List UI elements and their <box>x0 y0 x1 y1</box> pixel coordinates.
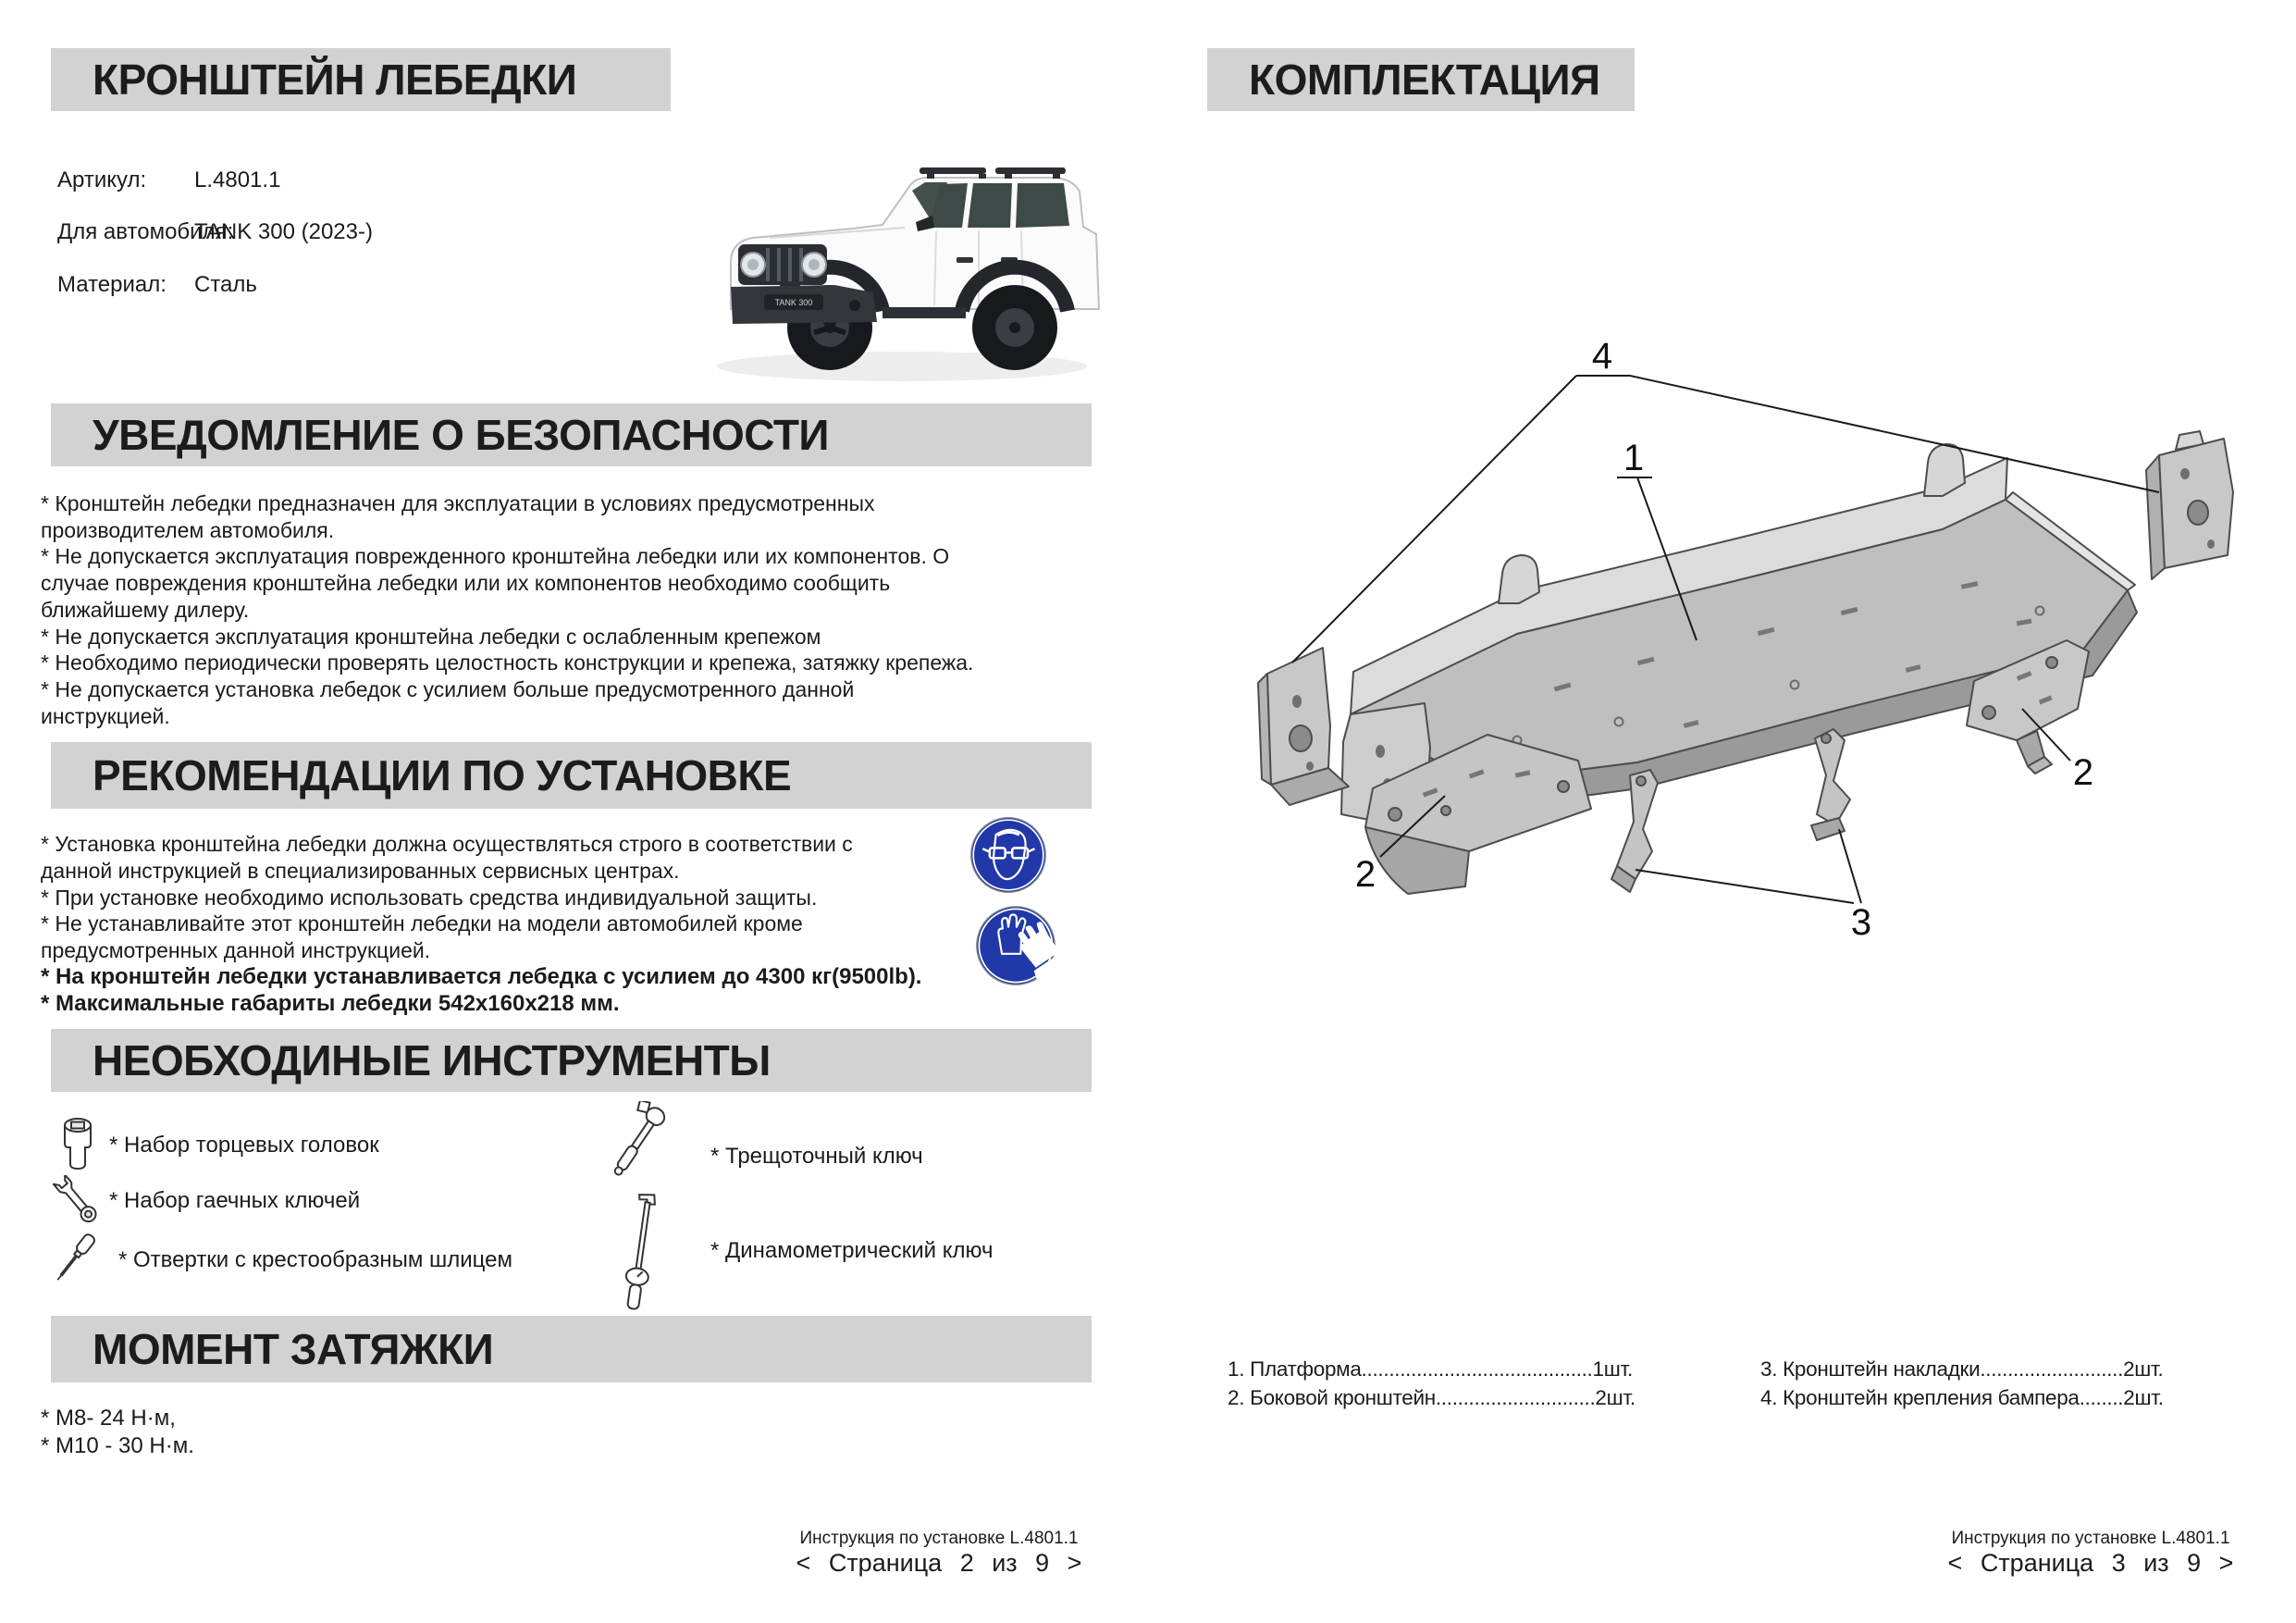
safety-line: ближайшему дилеру. <box>41 597 250 622</box>
safety-line: * Необходимо периодически проверять целостность конструкции и крепежа, затяжку крепежа. <box>41 650 974 675</box>
parts-list-col1 <box>1228 1355 1636 1412</box>
callout-4: 4 <box>1591 336 1613 377</box>
wrench-icon <box>52 1175 104 1232</box>
ratchet-icon <box>603 1101 681 1195</box>
callout-2-left: 2 <box>1354 854 1376 895</box>
torque-line: * M8- 24 Н·м, <box>41 1406 176 1431</box>
footer-doc-left: Инструкция по установке L.4801.1 <box>799 1529 1079 1548</box>
parts-item-3: 3. Кронштейн накладки..........................2шт. <box>1760 1357 2164 1381</box>
car-badge: TANK 300 <box>774 298 813 307</box>
recommendation-line: * Установка кронштейна лебедки должна осуществляться строго в соответствии с <box>41 832 853 856</box>
safety-text <box>41 490 973 729</box>
spec-value-material: Сталь <box>194 272 257 297</box>
recommendations-section-title: РЕКОМЕНДАЦИИ ПО УСТАНОВКЕ <box>93 751 792 799</box>
tools-section-bar <box>51 1029 1092 1092</box>
torque-wrench-icon <box>611 1190 672 1320</box>
product-title-bar <box>51 48 671 111</box>
recommendation-line: данной инструкцией в специализированных сервисных центрах. <box>41 858 680 883</box>
recommendation-line-bold: * Максимальные габариты лебедки 542x160x218 мм. <box>41 990 620 1016</box>
parts-item-2: 2. Боковой кронштейн.............................2шт. <box>1228 1386 1636 1409</box>
spec-label-material: Материал: <box>57 272 167 297</box>
torque-section-title: МОМЕНТ ЗАТЯЖКИ <box>93 1325 494 1373</box>
callout-3: 3 <box>1850 902 1872 943</box>
tool-torque-wrench: * Динамометрический ключ <box>710 1238 994 1263</box>
callout-1: 1 <box>1623 438 1645 478</box>
safety-line: * Кронштейн лебедки предназначен для эксплуатации в условиях предусмотренных <box>41 491 875 515</box>
wear-gloves-icon <box>975 905 1056 986</box>
footer-page-left: < Страница 2 из 9 > <box>796 1549 1082 1577</box>
safety-line: * Не допускается эксплуатация поврежденного кронштейна лебедки или их компонентов. О <box>41 544 950 569</box>
parts-item-4: 4. Кронштейн крепления бампера........2шт. <box>1760 1386 2164 1409</box>
safety-line: случае повреждения кронштейна лебедки или их компонентов необходимо сообщить <box>41 571 891 596</box>
tool-sockets: * Набор торцевых головок <box>109 1133 379 1158</box>
kit-exploded-diagram <box>1203 315 2296 944</box>
spec-label-article: Артикул: <box>57 167 147 192</box>
socket-icon <box>61 1116 94 1176</box>
parts-item-1: 1. Платформа..........................................1шт. <box>1228 1357 1633 1381</box>
recommendation-line: * При установке необходимо использовать средства индивидуальной защиты. <box>41 885 818 910</box>
spec-value-article: L.4801.1 <box>194 167 281 192</box>
safety-line: * Не допускается эксплуатация кронштейна лебедки с ослабленным крепежом <box>41 624 821 649</box>
kit-section-title: КОМПЛЕКТАЦИЯ <box>1249 56 1600 104</box>
tool-wrenches: * Набор гаечных ключей <box>109 1188 361 1213</box>
parts-list-col2 <box>1760 1355 2164 1412</box>
footer-left <box>759 1529 1119 1577</box>
product-title: КРОНШТЕЙН ЛЕБЕДКИ <box>93 56 577 104</box>
torque-section-bar <box>51 1316 1092 1382</box>
spec-value-vehicle: TANK 300 (2023-) <box>194 219 373 244</box>
tools-section-title: НЕОБХОДИНЫЕ ИНСТРУМЕНТЫ <box>93 1036 771 1084</box>
safety-section-bar <box>51 403 1092 466</box>
car-photo <box>685 109 1129 398</box>
recommendation-line-bold: * На кронштейн лебедки устанавливается лебедка с усилием до 4300 кг(9500lb). <box>41 963 922 989</box>
kit-section-bar <box>1207 48 1635 111</box>
wear-eye-protection-icon <box>969 816 1047 894</box>
spec-label-vehicle: Для автомобиля: <box>57 219 234 244</box>
recommendation-line: предусмотренных данной инструкцией. <box>41 938 431 963</box>
torque-line: * M10 - 30 Н·м. <box>41 1433 194 1458</box>
safety-line: инструкцией. <box>41 703 170 728</box>
recommendations-section-bar <box>51 742 1092 809</box>
footer-doc-right: Инструкция по установке L.4801.1 <box>1951 1529 2230 1548</box>
tool-screwdrivers: * Отвертки с крестообразным шлицем <box>118 1247 512 1272</box>
callout-2-right: 2 <box>2072 752 2094 793</box>
safety-line: * Не допускается установка лебедок с усилием больше предусмотренного данной <box>41 676 855 701</box>
tool-ratchet: * Трещоточный ключ <box>710 1144 923 1169</box>
safety-line: производителем автомобиля. <box>41 517 335 542</box>
recommendation-line: * Не устанавливайте этот кронштейн лебедки на модели автомобилей кроме <box>41 911 803 936</box>
footer-page-right: < Страница 3 из 9 > <box>1947 1549 2234 1577</box>
safety-section-title: УВЕДОМЛЕНИЕ О БЕЗОПАСНОСТИ <box>93 411 829 459</box>
screwdriver-icon <box>56 1233 104 1295</box>
footer-right <box>1906 1529 2276 1577</box>
recommendations-text <box>41 831 921 1018</box>
torque-values <box>41 1405 194 1460</box>
